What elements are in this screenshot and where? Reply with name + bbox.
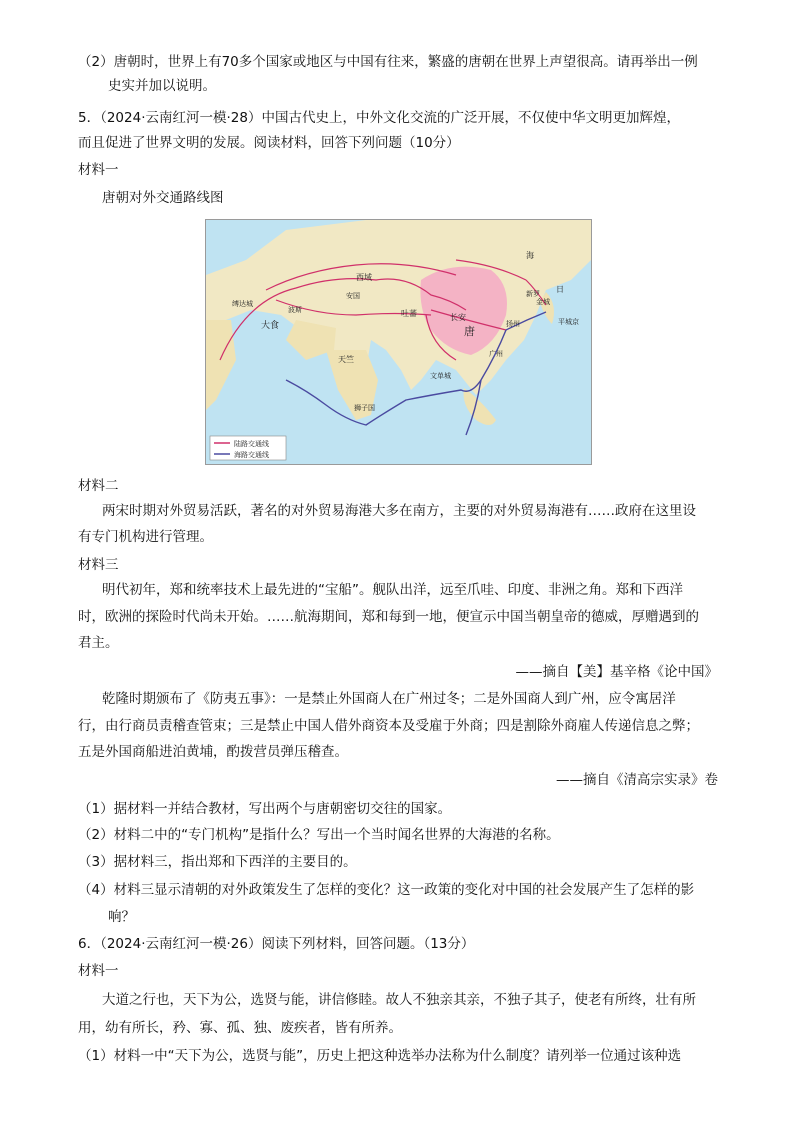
map-label-wenshancheng: 文单城 [430, 372, 451, 380]
q5-line1: 5．（2024·云南红河一模·28）中国古代史上，中外文化交流的广泛开展，不仅使中华文明更加辉煌， [78, 110, 680, 126]
q6-line1: 6．（2024·云南红河一模·26）阅读下列材料，回答问题。（13分） [78, 936, 475, 952]
material-2-line2: 有专门机构进行管理。 [78, 529, 213, 545]
q6-material-1-line1: 大道之行也，天下为公，选贤与能，讲信修睦。故人不独亲其亲，不独子其子，使老有所终，壮有所 [102, 992, 696, 1008]
q6-material-1-label: 材料一 [78, 963, 119, 979]
material-1-label: 材料一 [78, 162, 119, 178]
map-label-yangzhou: 扬州 [506, 320, 520, 328]
q5-line2: 而且促进了世界文明的发展。阅读材料，回答下列问题（10分） [78, 135, 460, 151]
material-3-line2: 时，欧洲的探险时代尚未开始。……航海期间，郑和每到一地，便宣示中国当朝皇帝的德威，厚赠遇到的 [78, 609, 699, 625]
q5-part2: （2）材料二中的“专门机构”是指什么？写出一个当时闻名世界的大海港的名称。 [78, 827, 560, 843]
legend-sea-label: 海路交通线 [234, 451, 269, 459]
material-3-line5: 行，由行商员责稽查管束；三是禁止中国人借外商资本及受雇于外商；四是割除外商雇人传递信息之弊； [78, 718, 699, 734]
legend-land-label: 陆路交通线 [234, 440, 269, 448]
map-label-tubo: 吐蕃 [401, 309, 417, 318]
material-3-line3: 君主。 [78, 635, 119, 651]
material-3-line6: 五是外国商船进泊黄埔，酌拨营员弹压稽查。 [78, 744, 348, 760]
q5-part3: （3）据材料三，指出郑和下西洋的主要目的。 [78, 854, 357, 870]
q6-material-1-line2: 用，幼有所长，矜、寡、孤、独、废疾者，皆有所养。 [78, 1020, 402, 1036]
material-2-label: 材料二 [78, 478, 119, 494]
map-label-tianzhu: 天竺 [338, 355, 354, 364]
material-3-line4: 乾隆时期颁布了《防夷五事》：一是禁止外国商人在广州过冬；二是外国商人到广州，应令寓居洋 [102, 691, 676, 707]
map-label-tang: 唐 [464, 325, 475, 338]
map-caption: 唐朝对外交通路线图 [102, 190, 224, 206]
map-label-jiangda: 缚达城 [232, 300, 253, 308]
material-3-label: 材料三 [78, 557, 119, 573]
q5-part4-line2: 响？ [108, 909, 135, 925]
map-label-guangzhou: 广州 [489, 350, 503, 358]
map-label-xinluo: 新罗 [526, 290, 540, 298]
q6-part1: （1）材料一中“天下为公，选贤与能”，历史上把这种选举办法称为什么制度？请列举一位通过该种选 [78, 1048, 682, 1064]
map-label-bosi: 波斯 [288, 306, 302, 314]
material-3-line1: 明代初年，郑和统率技术上最先进的“宝船”。舰队出洋，远至爪哇、印度、非洲之角。郑和下西洋 [102, 582, 683, 598]
map-label-ansuo: 安国 [346, 292, 360, 300]
map-label-shizi: 狮子国 [354, 404, 375, 412]
map-label-jincheng: 金城 [536, 298, 550, 306]
q2-line2: 史实并加以说明。 [108, 78, 216, 94]
tang-trade-route-map [205, 219, 592, 465]
q5-part1: （1）据材料一并结合教材，写出两个与唐朝密切交往的国家。 [78, 801, 452, 817]
map-label-pingchengjing: 平城京 [558, 318, 579, 326]
q2-line1: （2）唐朝时，世界上有70多个国家或地区与中国有往来，繁盛的唐朝在世界上声望很高。请再举出一例 [78, 54, 698, 70]
material-3-source2: ——摘自《清高宗实录》卷 [556, 772, 718, 788]
map-label-changan: 长安 [450, 313, 466, 322]
map-label-hai: 海 [526, 251, 534, 260]
map-label-ri: 日 [556, 285, 564, 294]
material-3-source1: ——摘自【美】基辛格《论中国》 [515, 664, 718, 680]
q5-part4-line1: （4）材料三显示清朝的对外政策发生了怎样的变化？这一政策的变化对中国的社会发展产生了怎样的影 [78, 882, 695, 898]
map-label-xiyu: 西域 [356, 273, 372, 282]
material-2-line1: 两宋时期对外贸易活跃，著名的对外贸易海港大多在南方，主要的对外贸易海港有……政府在这里设 [102, 503, 696, 519]
map-label-dashi: 大食 [261, 321, 280, 331]
